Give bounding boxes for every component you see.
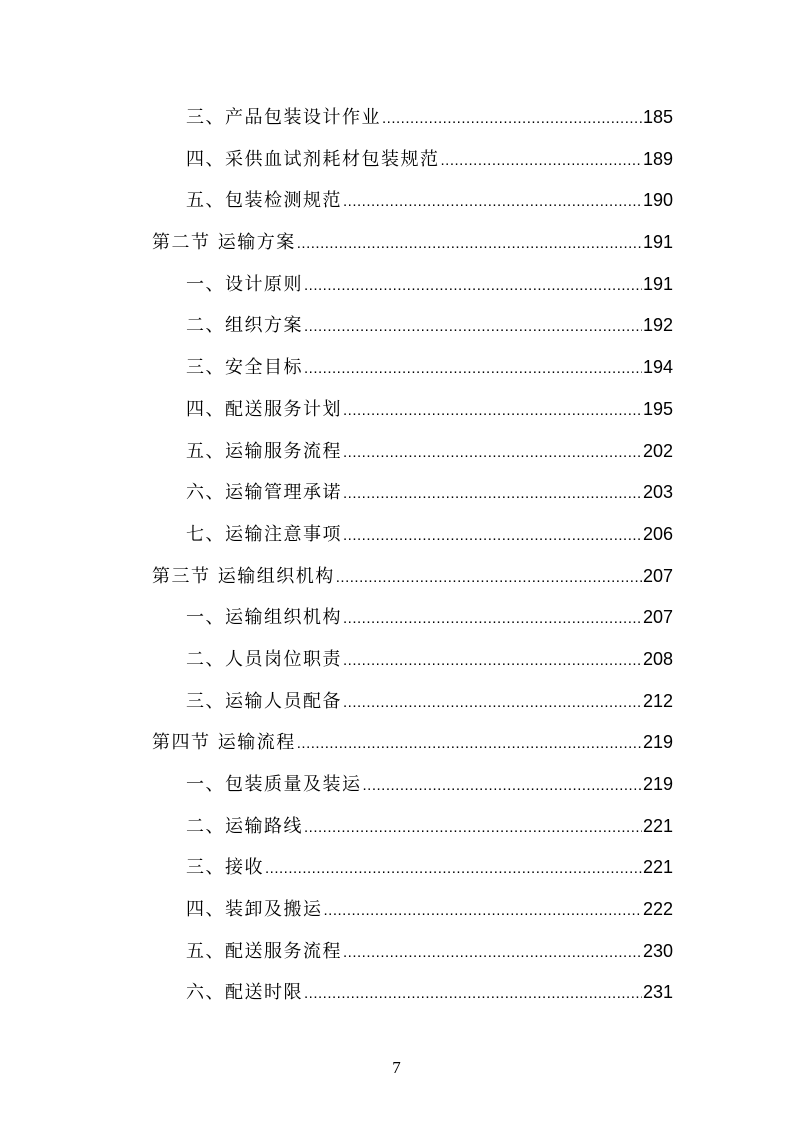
toc-subsection-entry[interactable] — [152, 514, 673, 556]
toc-entry-page-number: 195 — [642, 398, 673, 419]
toc-entry-page-number: 212 — [642, 690, 673, 711]
toc-entry-title: 第四节 运输流程 — [152, 732, 296, 754]
toc-entry-title: 四、配送服务计划 — [186, 398, 342, 420]
toc-subsection-entry[interactable] — [152, 847, 673, 889]
toc-entry-page-number: 190 — [642, 190, 673, 211]
table-of-contents — [152, 97, 673, 1014]
toc-entry-page-number: 194 — [642, 357, 673, 378]
toc-entry-title: 二、组织方案 — [186, 315, 303, 337]
toc-section-entry[interactable] — [152, 556, 673, 598]
toc-entry-title: 二、运输路线 — [186, 815, 303, 837]
toc-subsection-entry[interactable] — [152, 472, 673, 514]
toc-entry-title: 五、包装检测规范 — [186, 190, 342, 212]
toc-entry-title: 四、装卸及搬运 — [186, 899, 323, 921]
toc-entry-title: 七、运输注意事项 — [186, 523, 342, 545]
toc-dot-leader — [343, 390, 642, 432]
toc-dot-leader — [343, 515, 642, 557]
toc-entry-title: 三、运输人员配备 — [186, 690, 342, 712]
toc-dot-leader — [441, 140, 642, 182]
toc-subsection-entry[interactable] — [152, 639, 673, 681]
toc-entry-page-number: 185 — [642, 107, 673, 127]
toc-subsection-entry[interactable] — [152, 681, 673, 723]
toc-dot-leader — [304, 807, 642, 849]
toc-subsection-entry[interactable] — [152, 347, 673, 389]
toc-dot-leader — [343, 181, 642, 223]
toc-dot-leader — [343, 932, 642, 974]
toc-dot-leader — [304, 973, 642, 1015]
toc-entry-title: 一、包装质量及装运 — [186, 774, 362, 795]
toc-subsection-entry[interactable] — [152, 180, 673, 222]
toc-dot-leader — [343, 682, 642, 724]
toc-entry-title: 六、配送时限 — [186, 982, 303, 1004]
toc-subsection-entry[interactable] — [152, 972, 673, 1014]
toc-entry-page-number: 207 — [642, 607, 673, 628]
toc-dot-leader — [336, 557, 642, 599]
toc-entry-title: 三、接收 — [186, 857, 264, 879]
toc-entry-title: 五、配送服务流程 — [186, 940, 342, 962]
toc-entry-title: 四、采供血试剂耗材包装规范 — [186, 148, 440, 170]
toc-subsection-entry[interactable] — [152, 431, 673, 473]
toc-subsection-entry[interactable] — [152, 97, 673, 139]
toc-entry-page-number: 230 — [642, 940, 673, 961]
toc-entry-page-number: 207 — [642, 565, 673, 586]
toc-dot-leader — [304, 348, 642, 390]
toc-entry-page-number: 191 — [642, 232, 673, 253]
toc-subsection-entry[interactable] — [152, 889, 673, 931]
toc-entry-title: 第三节 运输组织机构 — [152, 565, 335, 587]
toc-subsection-entry[interactable] — [152, 305, 673, 347]
toc-subsection-entry[interactable] — [152, 931, 673, 973]
toc-entry-page-number: 221 — [642, 815, 673, 836]
toc-entry-title: 六、运输管理承诺 — [186, 482, 342, 504]
toc-subsection-entry[interactable] — [152, 139, 673, 181]
toc-entry-page-number: 221 — [642, 857, 673, 878]
toc-dot-leader — [343, 640, 642, 682]
toc-entry-page-number: 191 — [642, 273, 673, 294]
toc-entry-title: 第二节 运输方案 — [152, 232, 296, 254]
toc-entry-title: 三、产品包装设计作业 — [186, 107, 381, 128]
toc-subsection-entry[interactable] — [152, 264, 673, 306]
toc-subsection-entry[interactable] — [152, 806, 673, 848]
toc-dot-leader — [324, 890, 642, 932]
toc-dot-leader — [363, 765, 642, 807]
toc-entry-title: 二、人员岗位职责 — [186, 648, 342, 670]
toc-entry-page-number: 202 — [642, 440, 673, 461]
toc-subsection-entry[interactable] — [152, 597, 673, 639]
toc-entry-page-number: 203 — [642, 482, 673, 503]
toc-dot-leader — [265, 848, 642, 890]
toc-dot-leader — [297, 723, 642, 765]
toc-entry-page-number: 219 — [642, 774, 673, 794]
toc-dot-leader — [343, 473, 642, 515]
toc-dot-leader — [304, 265, 642, 307]
toc-entry-title: 五、运输服务流程 — [186, 440, 342, 462]
toc-entry-title: 一、设计原则 — [186, 273, 303, 295]
toc-section-entry[interactable] — [152, 722, 673, 764]
toc-subsection-entry[interactable] — [152, 764, 673, 806]
toc-dot-leader — [343, 432, 642, 474]
toc-entry-title: 三、安全目标 — [186, 357, 303, 379]
toc-dot-leader — [304, 306, 642, 348]
toc-subsection-entry[interactable] — [152, 389, 673, 431]
toc-entry-page-number: 231 — [642, 982, 673, 1003]
toc-entry-page-number: 206 — [642, 523, 673, 544]
toc-entry-page-number: 189 — [642, 148, 673, 169]
toc-entry-page-number: 192 — [642, 315, 673, 336]
toc-entry-page-number: 208 — [642, 648, 673, 669]
toc-dot-leader — [382, 98, 642, 140]
toc-entry-page-number: 222 — [642, 899, 673, 920]
toc-dot-leader — [297, 223, 642, 265]
toc-dot-leader — [343, 598, 642, 640]
toc-entry-title: 一、运输组织机构 — [186, 607, 342, 629]
toc-entry-page-number: 219 — [642, 732, 673, 753]
toc-section-entry[interactable] — [152, 222, 673, 264]
page-number: 7 — [392, 1058, 401, 1077]
